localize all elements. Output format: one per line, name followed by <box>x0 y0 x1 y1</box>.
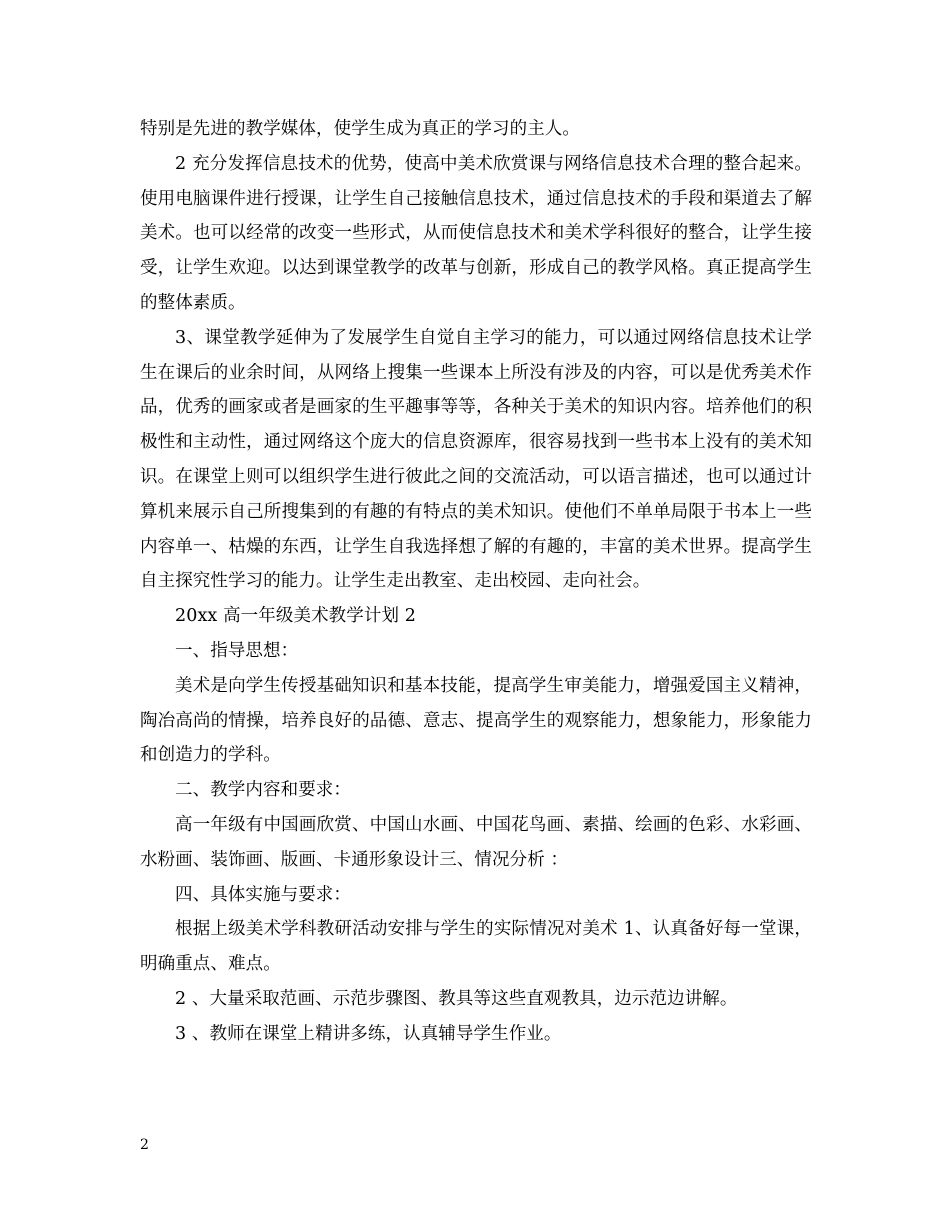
paragraph-content-requirements: 高一年级有中国画欣赏、中国山水画、中国花鸟画、素描、绘画的色彩、水彩画、水粉画、装饰画、版画、卡通形象设计三、情况分析 ： <box>140 814 812 870</box>
paragraph-guiding-ideology: 美术是向学生传授基础知识和基本技能，提高学生审美能力，增强爱国主义精神，陶冶高尚的情操，培养良好的品德、意志、提高学生的观察能力，想象能力，形象能力和创造力的学科。 <box>140 675 812 766</box>
paragraph-intro-continuation: 特别是先进的教学媒体，使学生成为真正的学习的主人。 <box>140 119 580 139</box>
list-item-3: 3 、教师在课堂上精讲多练，认真辅导学生作业。 <box>175 1023 562 1044</box>
paragraph-implementation: 根据上级美术学科教研活动安排与学生的实际情况对美术 1、认真备好每一堂课，明确重点、难点。 <box>140 919 812 975</box>
page-number: 2 <box>140 1137 149 1153</box>
section-title-plan-2: 20xx 高一年级美术教学计划 2 <box>175 606 416 627</box>
paragraph-point-2-info-tech: 2 充分发挥信息技术的优势，使高中美术欣赏课与网络信息技术合理的整合起来。使用电脑课件进行授课，让学生自己接触信息技术，通过信息技术的手段和渠道去了解美术。也可以经常的改变一些形式，从而使信息技术和美术学科很好的整合，让学生接受，让学生欢迎。以达到课堂教学的改革与创新，形成自己的教学风格。真正提高学生的整体素质。 <box>140 153 812 313</box>
heading-content-requirements: 二、教学内容和要求： <box>175 780 351 801</box>
heading-guiding-ideology: 一、指导思想： <box>175 640 299 661</box>
paragraph-point-3-extension: 3、课堂教学延伸为了发展学生自觉自主学习的能力，可以通过网络信息技术让学生在课后的业余时间，从网络上搜集一些课本上所没有涉及的内容，可以是优秀美术作品，优秀的画家或者是画家的生平趣事等等，各种关于美术的知识内容。培养他们的积极性和主动性，通过网络这个庞大的信息资源库，很容易找到一些书本上没有的美术知识。在课堂上则可以组织学生进行彼此之间的交流活动，可以语言描述，也可以通过计算机来展示自己所搜集到的有趣的有特点的美术知识。使他们不单单局限于书本上一些内容单一、枯燥的东西，让学生自我选择想了解的有趣的，丰富的美术世界。提高学生自主探究性学习的能力。让学生走出教室、走出校园、走向社会。 <box>140 327 812 592</box>
heading-implementation: 四、具体实施与要求： <box>175 884 351 905</box>
document-body <box>140 112 812 1052</box>
list-item-2: 2 、大量采取范画、示范步骤图、教具等这些直观教具，边示范边讲解。 <box>175 988 738 1009</box>
